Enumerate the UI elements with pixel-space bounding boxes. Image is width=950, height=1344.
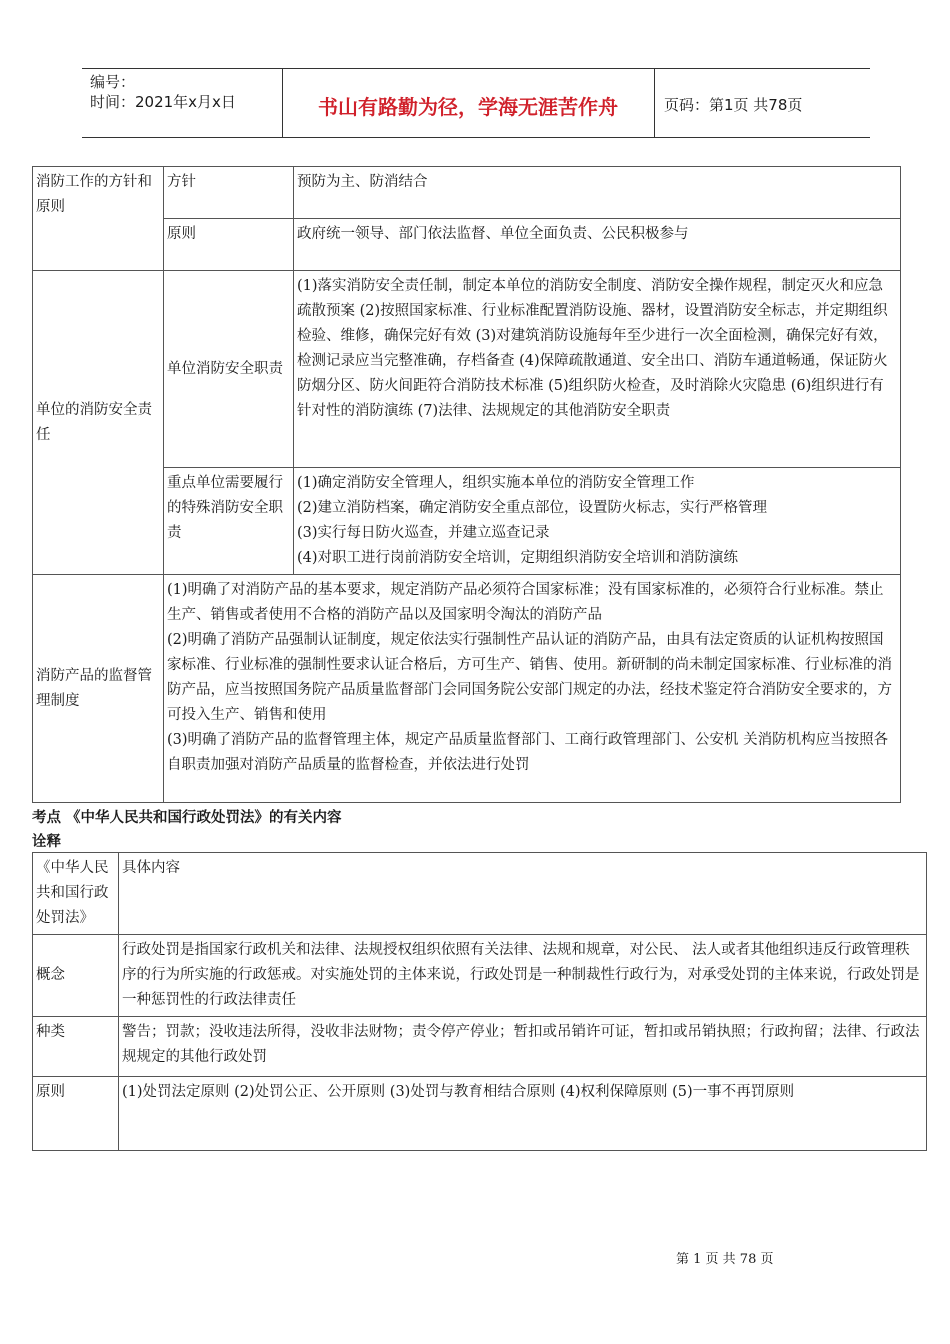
key-unit-line: (4)对职工进行岗前消防安全培训，定期组织消防安全培训和消防演练 bbox=[297, 550, 739, 566]
section-title: 考点 《中华人民共和国行政处罚法》的有关内容 bbox=[32, 810, 342, 826]
key-unit-label: 重点单位需要履行的特殊消防安全职责 bbox=[164, 468, 294, 575]
page-label: 页码：第1页 共78页 bbox=[664, 96, 803, 114]
products-line: (3)明确了消防产品的监督管理主体，规定产品质量监督部门、工商行政管理部门、公安机 关消防机构应当按照各自职责加强对消防产品质量的监督检查，并依法进行处罚 bbox=[167, 732, 889, 773]
principles-label: 原则 bbox=[33, 1077, 119, 1151]
unit-duty-text: (1)落实消防安全责任制，制定本单位的消防安全制度、消防安全操作规程，制定灭火和应急疏散预案 (2)按照国家标准、行业标准配置消防设施、器材，设置消防安全标志，并定期组织检验、维修，确保完好有效 (3)对建筑消防设施每年至少进行一次全面检测，确保完好有效，检测记录应当完整准确，存档备查 (4)保障疏散通道、安全出口、消防车通道畅通，保证防火防烟分区、防火间距符合消防技术标准 (5)组织防火检查，及时消除火灾隐患 (6)组织进行有针对性的消防演练 (7)法律、法规规定的其他消防安全职责 bbox=[294, 271, 901, 468]
principles-text: (1)处罚法定原则 (2)处罚公正、公开原则 (3)处罚与教育相结合原则 (4)权利保障原则 (5)一事不再罚原则 bbox=[119, 1077, 927, 1151]
key-unit-line: (1)确定消防安全管理人，组织实施本单位的消防安全管理工作 bbox=[297, 475, 695, 491]
page-header bbox=[82, 68, 870, 138]
principle-text: 政府统一领导、部门依法监督、单位全面负责、公民积极参与 bbox=[294, 219, 901, 271]
row-head-policy: 消防工作的方针和原则 bbox=[33, 167, 164, 271]
header-page-cell bbox=[654, 69, 870, 137]
law-head-right: 具体内容 bbox=[119, 853, 927, 935]
key-unit-text bbox=[294, 468, 901, 575]
number-label: 编号： bbox=[90, 73, 136, 91]
products-text bbox=[164, 575, 901, 803]
row-head-responsibility: 单位的消防安全责任 bbox=[33, 271, 164, 575]
section-subtitle: 诠释 bbox=[32, 834, 61, 850]
header-meta bbox=[82, 69, 283, 137]
products-line: (1)明确了对消防产品的基本要求，规定消防产品必须符合国家标准；没有国家标准的，必须符合行业标准。禁止生产、销售或者使用不合格的消防产品以及国家明令淘汰的消防产品 bbox=[167, 582, 884, 623]
fire-safety-table bbox=[32, 166, 901, 803]
principle-label: 原则 bbox=[164, 219, 294, 271]
concept-label: 概念 bbox=[33, 935, 119, 1017]
key-unit-line: (3)实行每日防火巡查，并建立巡查记录 bbox=[297, 525, 550, 541]
page-footer: 第 1 页 共 78 页 bbox=[676, 1252, 774, 1267]
types-label: 种类 bbox=[33, 1017, 119, 1077]
row-head-products: 消防产品的监督管理制度 bbox=[33, 575, 164, 803]
key-unit-line: (2)建立消防档案，确定消防安全重点部位，设置防火标志，实行严格管理 bbox=[297, 500, 768, 516]
header-motto-cell bbox=[282, 69, 655, 137]
motto: 书山有路勤为径，学海无涯苦作舟 bbox=[318, 95, 618, 119]
time-label: 时间：2021年x月x日 bbox=[90, 93, 236, 111]
policy-text: 预防为主、防消结合 bbox=[294, 167, 901, 219]
types-text: 警告；罚款；没收违法所得，没收非法财物；责令停产停业；暂扣或吊销许可证，暂扣或吊销执照；行政拘留；法律、行政法规规定的其他行政处罚 bbox=[119, 1017, 927, 1077]
law-head-left: 《中华人民共和国行政处罚法》 bbox=[33, 853, 119, 935]
concept-text: 行政处罚是指国家行政机关和法律、法规授权组织依照有关法律、法规和规章，对公民、 法人或者其他组织违反行政管理秩序的行为所实施的行政惩戒。对实施处罚的主体来说，行政处罚是一种制裁性行政行为，对承受处罚的主体来说，行政处罚是一种惩罚性的行政法律责任 bbox=[119, 935, 927, 1017]
policy-label: 方针 bbox=[164, 167, 294, 219]
penalty-law-table bbox=[32, 852, 927, 1151]
products-line: (2)明确了消防产品强制认证制度，规定依法实行强制性产品认证的消防产品，由具有法定资质的认证机构按照国家标准、行业标准的强制性要求认证合格后，方可生产、销售、使用。新研制的尚未制定国家标准、行业标准的消防产品，应当按照国务院产品质量监督部门会同国务院公安部门规定的办法，经技术鉴定符合消防安全要求的，方可投入生产、销售和使用 bbox=[167, 632, 892, 723]
unit-duty-label: 单位消防安全职责 bbox=[164, 271, 294, 468]
